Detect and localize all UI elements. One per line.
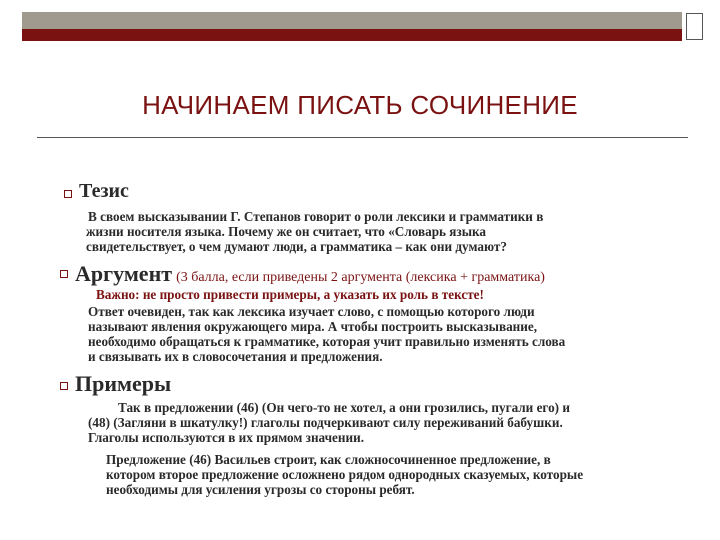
example1-line-3: Глаголы используются в их прямом значении. [88,430,365,445]
argument-heading: Аргумент [75,261,173,286]
thesis-line-2: жизни носителя языка. Почему же он считает, что «Словарь языка [86,224,487,239]
header-bar [22,12,682,29]
bullet-square-icon [60,270,68,278]
example1-line-1: Так в предложении (46) (Он чего-то не хотел, а они грозились, пугали его) и [118,400,570,415]
title-divider [37,137,688,138]
corner-box [686,13,703,40]
thesis-line-3: свидетельствует, о чем думают люди, а грамматика – как они думают? [86,239,507,254]
examples-heading: Примеры [75,371,172,396]
example2-line-1: Предложение (46) Васильев строит, как сложносочиненное предложение, в [106,452,551,467]
thesis-line-1: В своем высказывании Г. Степанов говорит о роли лексики и грамматики в [88,209,544,224]
slide-title: НАЧИНАЕМ ПИСАТЬ СОЧИНЕНИЕ [142,90,578,120]
argument-line-2: называют явления окружающего мира. А чтобы построить высказывание, [88,319,538,334]
bullet-square-icon [64,190,72,198]
argument-line-4: и связывать их в словосочетания и предложения. [88,349,383,364]
thesis-heading: Тезис [79,180,129,202]
example2-line-3: необходимы для усиления угрозы со стороны ребят. [106,482,415,497]
argument-important: Важно: не просто привести примеры, а указать их роль в тексте! [96,287,484,302]
example1-line-2: (48) (Загляни в шкатулку!) глаголы подчеркивают силу переживаний бабушки. [88,415,563,430]
example2-line-2: котором второе предложение осложнено рядом однородных сказуемых, которые [106,467,584,482]
argument-line-3: необходимо обращаться к грамматике, которая учит правильно изменять слова [88,334,566,349]
argument-hint: (3 балла, если приведены 2 аргумента (лексика + грамматика) [176,270,545,285]
argument-line-1: Ответ очевиден, так как лексика изучает слово, с помощью которого люди [88,304,535,319]
argument-heading-row [75,261,545,287]
bullet-square-icon [60,382,68,390]
header-stripe [22,29,682,41]
